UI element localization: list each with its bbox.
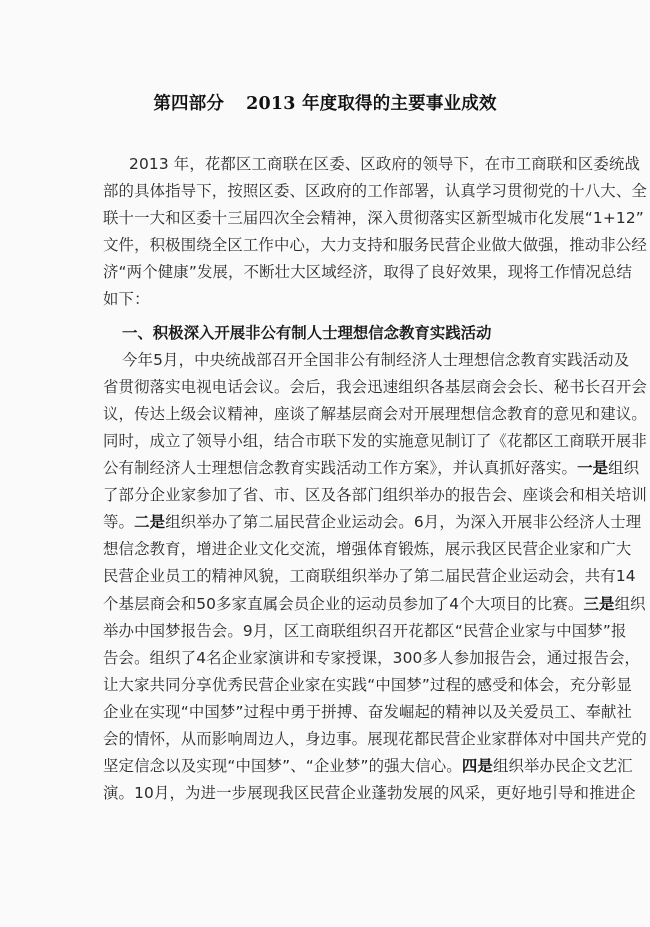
paragraph-line: 如下： — [103, 290, 150, 309]
line-text: 民营企业员工的精神风貌，工商联组织举办了第二届民营企业运动会，共有14 — [103, 567, 636, 586]
emphasis-marker: 三是 — [583, 594, 615, 613]
title-rest: 年度取得的主要事业成效 — [301, 94, 497, 114]
paragraph-line: 联十一大和区委十三届四次全会精神，深入贯彻落实区新型城市化发展“1+12” — [103, 209, 644, 228]
paragraph-line — [103, 699, 633, 726]
line-text: 省贯彻落实电视电话会议。会后，我会迅速组织各基层商会会长、秘书长召开会 — [103, 377, 647, 396]
title-year: 2013 — [246, 94, 296, 114]
paragraph-line — [103, 509, 642, 536]
paragraph-line — [103, 672, 633, 699]
paragraph-line — [103, 753, 633, 780]
line-text: 了部分企业家参加了省、市、区及各部门组织举办的报告会、座谈会和相关培训 — [103, 486, 647, 505]
line-text: 告会。组织了4名企业家演讲和专家授课，300多人参加报告会，通过报告会， — [103, 648, 641, 667]
paragraph-line — [103, 645, 641, 672]
paragraph-line — [103, 536, 632, 563]
paragraph-line — [103, 482, 647, 509]
line-text: 等。 — [103, 513, 135, 532]
line-text: 想信念教育，增进企业文化交流，增强体育锻炼，展示我区民营企业家和广大 — [103, 540, 632, 559]
page-title — [0, 90, 650, 115]
paragraph-line — [103, 780, 636, 807]
line-text: 坚定信念以及实现“中国梦”、“企业梦”的强大信心。 — [103, 757, 462, 776]
line-text: 演。10月，为进一步展现我区民营企业蓬勃发展的风采，更好地引导和推进企 — [103, 784, 636, 803]
paragraph-line — [103, 374, 647, 401]
emphasis-marker: 二是 — [134, 513, 166, 532]
intro-paragraph — [103, 151, 647, 314]
line-text: 个基层商会和50多家直属会员企业的运动员参加了4个大项目的比赛。 — [103, 594, 584, 613]
section-heading: 一、积极深入开展非公有制人士理想信念教育实践活动 — [122, 323, 492, 342]
paragraph-line: 文件，积极围绕全区工作中心，大力支持和服务民营企业做大做强，推动非公经 — [103, 236, 647, 255]
paragraph-line: 部的具体指导下，按照区委、区政府的工作部署，认真学习贯彻党的十八大、全 — [103, 182, 647, 201]
title-part: 第四部分 — [153, 94, 225, 114]
paragraph-line — [103, 347, 630, 374]
paragraph-line — [103, 726, 647, 753]
paragraph-line — [103, 455, 640, 482]
emphasis-marker: 四是 — [461, 757, 493, 776]
line-text: 公有制经济人士理想信念教育实践活动工作方案》，并认真抓好落实。 — [103, 459, 578, 478]
line-text: 会的情怀，从而影响周边人，身边事。展现花都民营企业家群体对中国共产党的 — [103, 729, 647, 748]
paragraph-line: 济“两个健康”发展，不断壮大区域经济，取得了良好效果，现将工作情况总结 — [103, 263, 633, 282]
paragraph-line — [103, 618, 627, 645]
line-text: 组织举办民企文艺汇 — [492, 757, 633, 776]
line-text: 企业在实现“中国梦”过程中勇于拼搏、奋发崛起的精神以及关爱员工、奉献社 — [103, 702, 633, 721]
paragraph-line — [103, 563, 636, 590]
paragraph-line — [103, 428, 647, 455]
line-text: 今年5月，中央统战部召开全国非公有制经济人士理想信念教育实践活动及 — [122, 350, 630, 369]
line-text: 让大家共同分享优秀民营企业家在实践“中国梦”过程的感受和体会，充分彰显 — [103, 675, 633, 694]
line-text: 议，传达上级会议精神，座谈了解基层商会对开展理想信念教育的意见和建议。 — [103, 404, 647, 423]
emphasis-marker: 一是 — [577, 459, 609, 478]
paragraph-line — [103, 401, 647, 428]
document-body — [103, 151, 647, 807]
section-paragraph — [103, 347, 647, 808]
paragraph-line: 2013 年，花都区工商联在区委、区政府的领导下，在市工商联和区委统战 — [129, 155, 641, 173]
line-text: 举办中国梦报告会。9月，区工商联组织召开花都区“民营企业家与中国梦”报 — [103, 621, 627, 640]
line-text: 组织 — [614, 594, 646, 613]
line-text: 组织 — [608, 459, 640, 478]
line-text: 同时，成立了领导小组，结合市联下发的实施意见制订了《花都区工商联开展非 — [103, 431, 647, 450]
line-text: 组织举办了第二届民营企业运动会。6月，为深入开展非公经济人士理 — [165, 513, 642, 532]
paragraph-line — [103, 591, 646, 618]
